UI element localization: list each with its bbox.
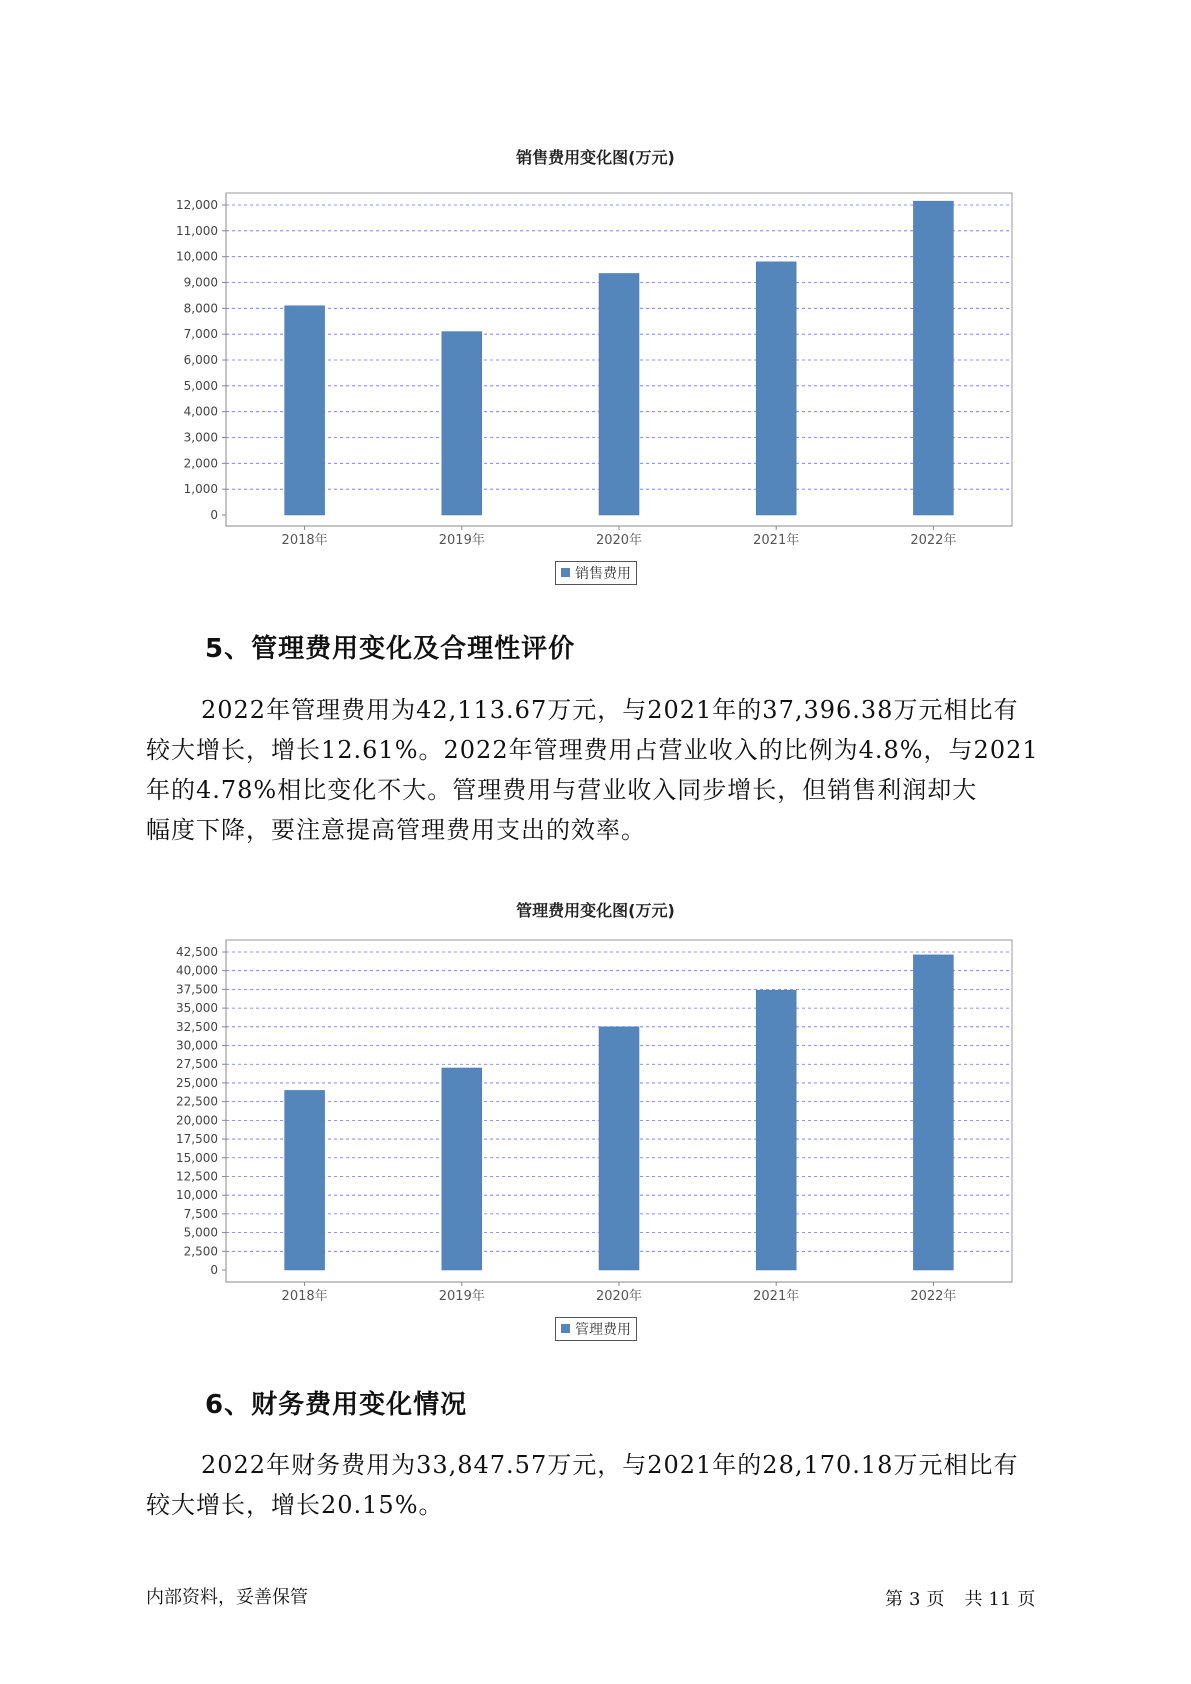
y-tick-label: 0: [210, 1263, 218, 1277]
x-tick-label: 2020年: [595, 1289, 643, 1304]
y-tick-label: 7,500: [183, 1206, 218, 1221]
section-heading-financial-expense: 6、财务费用变化情况: [205, 1390, 468, 1420]
y-tick-label: 10,000: [176, 249, 218, 264]
y-tick-label: 8,000: [183, 301, 218, 316]
financial-expense-paragraph: [146, 1445, 1066, 1525]
footer-confidential-note: 内部资料，妥善保管: [146, 1587, 308, 1608]
bar: [756, 990, 796, 1270]
y-tick-label: 27,500: [176, 1057, 218, 1072]
y-tick-label: 2,500: [183, 1244, 218, 1259]
x-tick-label: 2022年: [910, 1289, 957, 1304]
page-number: [885, 1585, 1041, 1611]
y-tick-label: 40,000: [176, 963, 218, 978]
chart-title: 销售费用变化图(万元): [516, 148, 675, 167]
page-suffix: 页: [926, 1589, 945, 1610]
x-tick-label: 2018年: [281, 533, 328, 548]
legend-swatch: [561, 1324, 570, 1333]
bar: [913, 955, 953, 1270]
y-tick-label: 9,000: [183, 275, 218, 290]
y-tick-label: 30,000: [176, 1038, 218, 1053]
y-tick-label: 11,000: [176, 223, 218, 238]
y-tick-label: 17,500: [176, 1132, 218, 1147]
y-tick-label: 35,000: [176, 1001, 218, 1016]
y-tick-label: 32,500: [176, 1019, 218, 1034]
x-tick-label: 2021年: [753, 1289, 800, 1304]
bar: [442, 1068, 482, 1270]
x-tick-label: 2022年: [910, 533, 957, 548]
page-prefix: 第: [885, 1589, 903, 1610]
y-tick-label: 2,000: [183, 456, 218, 471]
y-tick-label: 15,000: [176, 1150, 218, 1165]
legend-label: 管理费用: [575, 1322, 631, 1338]
legend-label: 销售费用: [575, 566, 631, 582]
y-tick-label: 25,000: [176, 1075, 218, 1090]
paragraph-line: 2022年管理费用为42,113.67万元，与2021年的37,396.38万元相比有: [201, 696, 1019, 724]
y-tick-label: 10,000: [176, 1188, 218, 1203]
x-tick-label: 2021年: [753, 533, 800, 548]
y-tick-label: 22,500: [176, 1094, 218, 1109]
chart-legend: [555, 1317, 637, 1341]
y-tick-label: 42,500: [176, 945, 218, 959]
x-tick-label: 2019年: [438, 1289, 485, 1304]
section-heading-management-expense: 5、管理费用变化及合理性评价: [205, 634, 576, 664]
y-tick-label: 37,500: [176, 982, 218, 997]
paragraph-line: 年的4.78%相比变化不大。管理费用与营业收入同步增长，但销售利润却大: [146, 776, 978, 804]
y-tick-label: 4,000: [183, 404, 218, 419]
current-page: 3: [909, 1589, 921, 1610]
total-suffix: 页: [1017, 1589, 1036, 1610]
y-tick-label: 5,000: [183, 378, 218, 393]
paragraph-line: 较大增长，增长12.61%。2022年管理费用占营业收入的比例为4.8%，与2021: [146, 736, 1039, 764]
paragraph-line: 较大增长，增长20.15%。: [146, 1491, 444, 1519]
y-tick-label: 3,000: [183, 430, 218, 445]
y-tick-label: 5,000: [183, 1225, 218, 1240]
y-tick-label: 12,000: [176, 198, 218, 212]
chart-title: 管理费用变化图(万元): [516, 901, 675, 920]
bar: [285, 1090, 325, 1270]
total-prefix: 共: [964, 1589, 983, 1610]
y-tick-label: 12,500: [176, 1169, 218, 1184]
y-tick-label: 7,000: [183, 327, 218, 342]
y-tick-label: 6,000: [183, 353, 218, 367]
x-tick-label: 2020年: [595, 533, 643, 548]
y-tick-label: 0: [210, 508, 218, 522]
x-tick-label: 2019年: [438, 533, 485, 548]
bar: [599, 1027, 639, 1270]
paragraph-line: 幅度下降，要注意提高管理费用支出的效率。: [146, 816, 646, 844]
y-tick-label: 1,000: [183, 482, 218, 497]
paragraph-line: 2022年财务费用为33,847.57万元，与2021年的28,170.18万元相比有: [201, 1451, 1019, 1479]
total-pages: 11: [988, 1589, 1012, 1610]
y-tick-label: 20,000: [176, 1113, 218, 1128]
x-tick-label: 2018年: [281, 1289, 328, 1304]
